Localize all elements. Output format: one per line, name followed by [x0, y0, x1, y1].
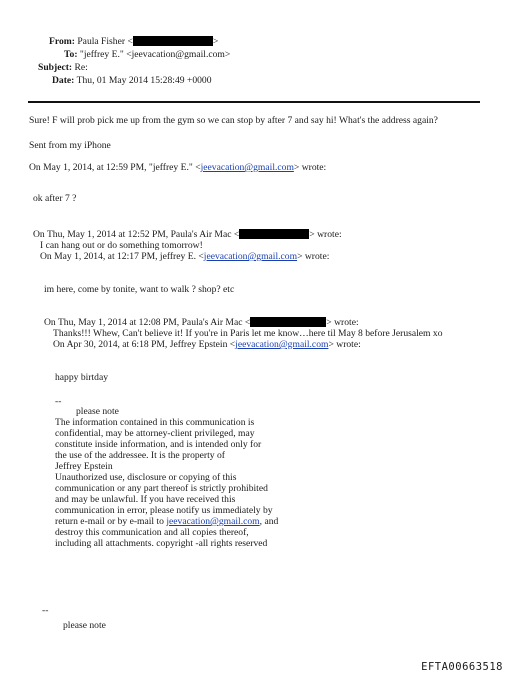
reply-thanks: Thanks!!! Whew, Can't believe it! If you're in Paris let me know…here til May 8 before Jerusalem xo	[53, 328, 443, 339]
quote-header-3: On May 1, 2014, at 12:17 PM, jeffrey E. <jeevacation@gmail.com> wrote:	[40, 251, 330, 262]
subject-row	[38, 62, 88, 73]
to-label: To:	[64, 49, 78, 60]
disclaimer-line: confidential, may be attorney-client privileged, may	[55, 428, 255, 439]
date-label: Date:	[52, 75, 75, 86]
document-id: EFTA00663518	[421, 661, 503, 673]
disclaimer-line: and may be unlawful. If you have received this	[55, 494, 236, 505]
date-row	[52, 75, 212, 86]
disclaimer-line: communication in error, please notify us immediately by	[55, 505, 273, 516]
redaction-box	[133, 36, 213, 46]
reply-happy: happy birtday	[55, 372, 109, 383]
email-link[interactable]: jeevacation@gmail.com	[200, 162, 294, 173]
disclaimer-line: communication or any part thereof is strictly prohibited	[55, 483, 268, 494]
date-value: Thu, 01 May 2014 15:28:49 +0000	[76, 75, 212, 86]
subject-label: Subject:	[38, 62, 73, 73]
email-link[interactable]: jeevacation@gmail.com	[235, 339, 329, 350]
signature-dash: --	[42, 605, 49, 616]
to-row	[64, 49, 230, 60]
disclaimer-email-line: return e-mail or by e-mail to jeevacation@gmail.com, and	[55, 516, 279, 527]
reply-hangout: I can hang out or do something tomorrow!	[40, 240, 203, 251]
quote-header-2: On Thu, May 1, 2014 at 12:52 PM, Paula's Air Mac < > wrote:	[33, 229, 342, 240]
to-value: "jeffrey E." <jeevacation@gmail.com>	[79, 49, 231, 60]
disclaimer-line: including all attachments. copyright -all rights reserved	[55, 538, 268, 549]
redaction-box	[250, 317, 326, 327]
email-link[interactable]: jeevacation@gmail.com	[166, 516, 260, 527]
subject-value: Re:	[74, 62, 88, 73]
signature-dash: --	[55, 396, 62, 407]
sent-from: Sent from my iPhone	[29, 140, 111, 151]
redaction-box	[239, 229, 309, 239]
from-label: From:	[49, 36, 75, 47]
quote-header-4: On Thu, May 1, 2014 at 12:08 PM, Paula's Air Mac < > wrote:	[44, 317, 359, 328]
disclaimer-line: the use of the addressee. It is the property of	[55, 450, 225, 461]
message-line: Sure! F will prob pick me up from the gym so we can stop by after 7 and say hi! What's the address again?	[29, 115, 438, 126]
disclaimer-line: destroy this communication and all copies thereof,	[55, 527, 249, 538]
disclaimer-line: Unauthorized use, disclosure or copying of this	[55, 472, 237, 483]
from-name: Paula Fisher <	[77, 36, 133, 47]
reply-im-here: im here, come by tonite, want to walk ? shop? etc	[44, 284, 235, 295]
signature-please-note: please note	[63, 620, 106, 631]
disclaimer-line: constitute inside information, and is intended only for	[55, 439, 262, 450]
disclaimer-line: Jeffrey Epstein	[55, 461, 113, 472]
reply-ok: ok after 7 ?	[33, 193, 77, 204]
disclaimer-line: The information contained in this communication is	[55, 417, 255, 428]
signature-please-note: please note	[76, 406, 119, 417]
quote-header-5: On Apr 30, 2014, at 6:18 PM, Jeffrey Epstein <jeevacation@gmail.com> wrote:	[53, 339, 361, 350]
email-link[interactable]: jeevacation@gmail.com	[203, 251, 298, 262]
header-divider	[28, 101, 480, 103]
quote-header-1: On May 1, 2014, at 12:59 PM, "jeffrey E." <jeevacation@gmail.com> wrote:	[29, 162, 327, 173]
from-row: From: Paula Fisher < >	[49, 36, 219, 47]
